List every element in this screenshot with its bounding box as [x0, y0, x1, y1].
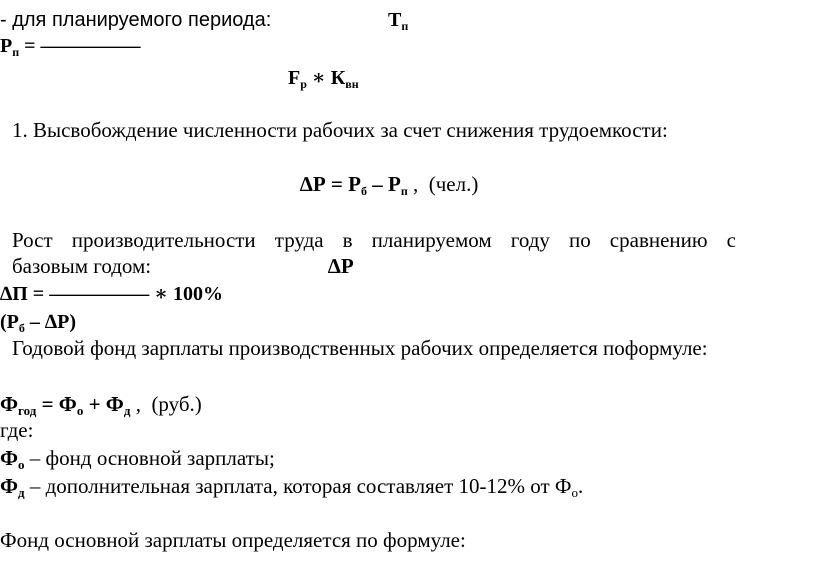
fund-unit: (руб.) — [151, 392, 202, 416]
def-d-subscript: д — [18, 485, 25, 500]
k-subscript: вн — [345, 77, 359, 91]
formula-fund — [0, 392, 202, 418]
formula-tp — [388, 9, 409, 33]
def-o-text: – фонд основной зарплаты; — [29, 446, 275, 470]
period-label — [0, 10, 271, 30]
pp-fraction-bar: = ————— — [24, 35, 141, 57]
formula-denominator — [288, 67, 359, 91]
item-release-headcount: 1. Высвобождение численности рабочих за счет снижения трудоемкости: — [12, 118, 668, 142]
den-rest: – ∆Р) — [29, 311, 77, 333]
fund-o-subscript: о — [76, 403, 84, 418]
k-symbol: К — [330, 67, 346, 89]
def-o-symbol: Ф — [0, 446, 19, 470]
delta-p-lhs: ∆Р = Р — [300, 172, 361, 196]
def-d-text: – дополнительная зарплата, которая составляет 10-12% от Ф — [29, 474, 572, 498]
fund-comma: , — [135, 392, 141, 416]
pp-subscript: п — [12, 45, 20, 59]
where-label: где: — [0, 418, 34, 442]
def-d-end: . — [578, 474, 584, 498]
pp-symbol: Р — [0, 35, 13, 57]
formula-delta-pi-denominator — [0, 311, 77, 335]
formula-pp — [0, 35, 141, 59]
formula-delta-p — [300, 172, 479, 198]
den-main: (Р — [0, 311, 19, 333]
delta-p-minus: – Р — [372, 172, 401, 196]
formula-delta-pi: ∆П = ————— ∗ 100% — [0, 283, 224, 305]
period-label-text: - для планируемого периода: — [0, 9, 272, 31]
tp-subscript: п — [401, 19, 409, 33]
fund-eq: = Ф — [41, 392, 77, 416]
fund-subscript: год — [18, 403, 37, 418]
definition-basic — [0, 446, 275, 472]
growth-line-1: Рост производительности труда в планируемом году по сравнению с — [12, 228, 736, 252]
delta-p-sub-p: п — [400, 184, 408, 198]
multiply-sign: ∗ — [311, 67, 326, 89]
definition-additional — [0, 474, 584, 500]
annual-fund-text: Годовой фонд зарплаты производственных рабочих определяется поформуле: — [12, 336, 708, 360]
growth-line-2: базовым годом: — [12, 254, 152, 278]
delta-p-sub-b: б — [360, 184, 367, 198]
def-o-subscript: о — [18, 457, 25, 472]
den-subscript: б — [18, 321, 25, 335]
tp-symbol: Т — [388, 9, 402, 31]
basic-fund-text: Фонд основной зарплаты определяется по формуле: — [0, 528, 466, 552]
delta-p-comma: , — [412, 172, 419, 196]
growth-numerator: ∆Р — [328, 254, 354, 278]
delta-p-unit: (чел.) — [428, 172, 479, 196]
fund-plus: + Ф — [88, 392, 124, 416]
def-d-end-subscript: о — [571, 485, 579, 500]
f-symbol: F — [288, 67, 301, 89]
fund-symbol: Ф — [0, 392, 19, 416]
fund-d-subscript: д — [123, 403, 131, 418]
f-subscript: р — [300, 77, 307, 91]
def-d-symbol: Ф — [0, 474, 19, 498]
